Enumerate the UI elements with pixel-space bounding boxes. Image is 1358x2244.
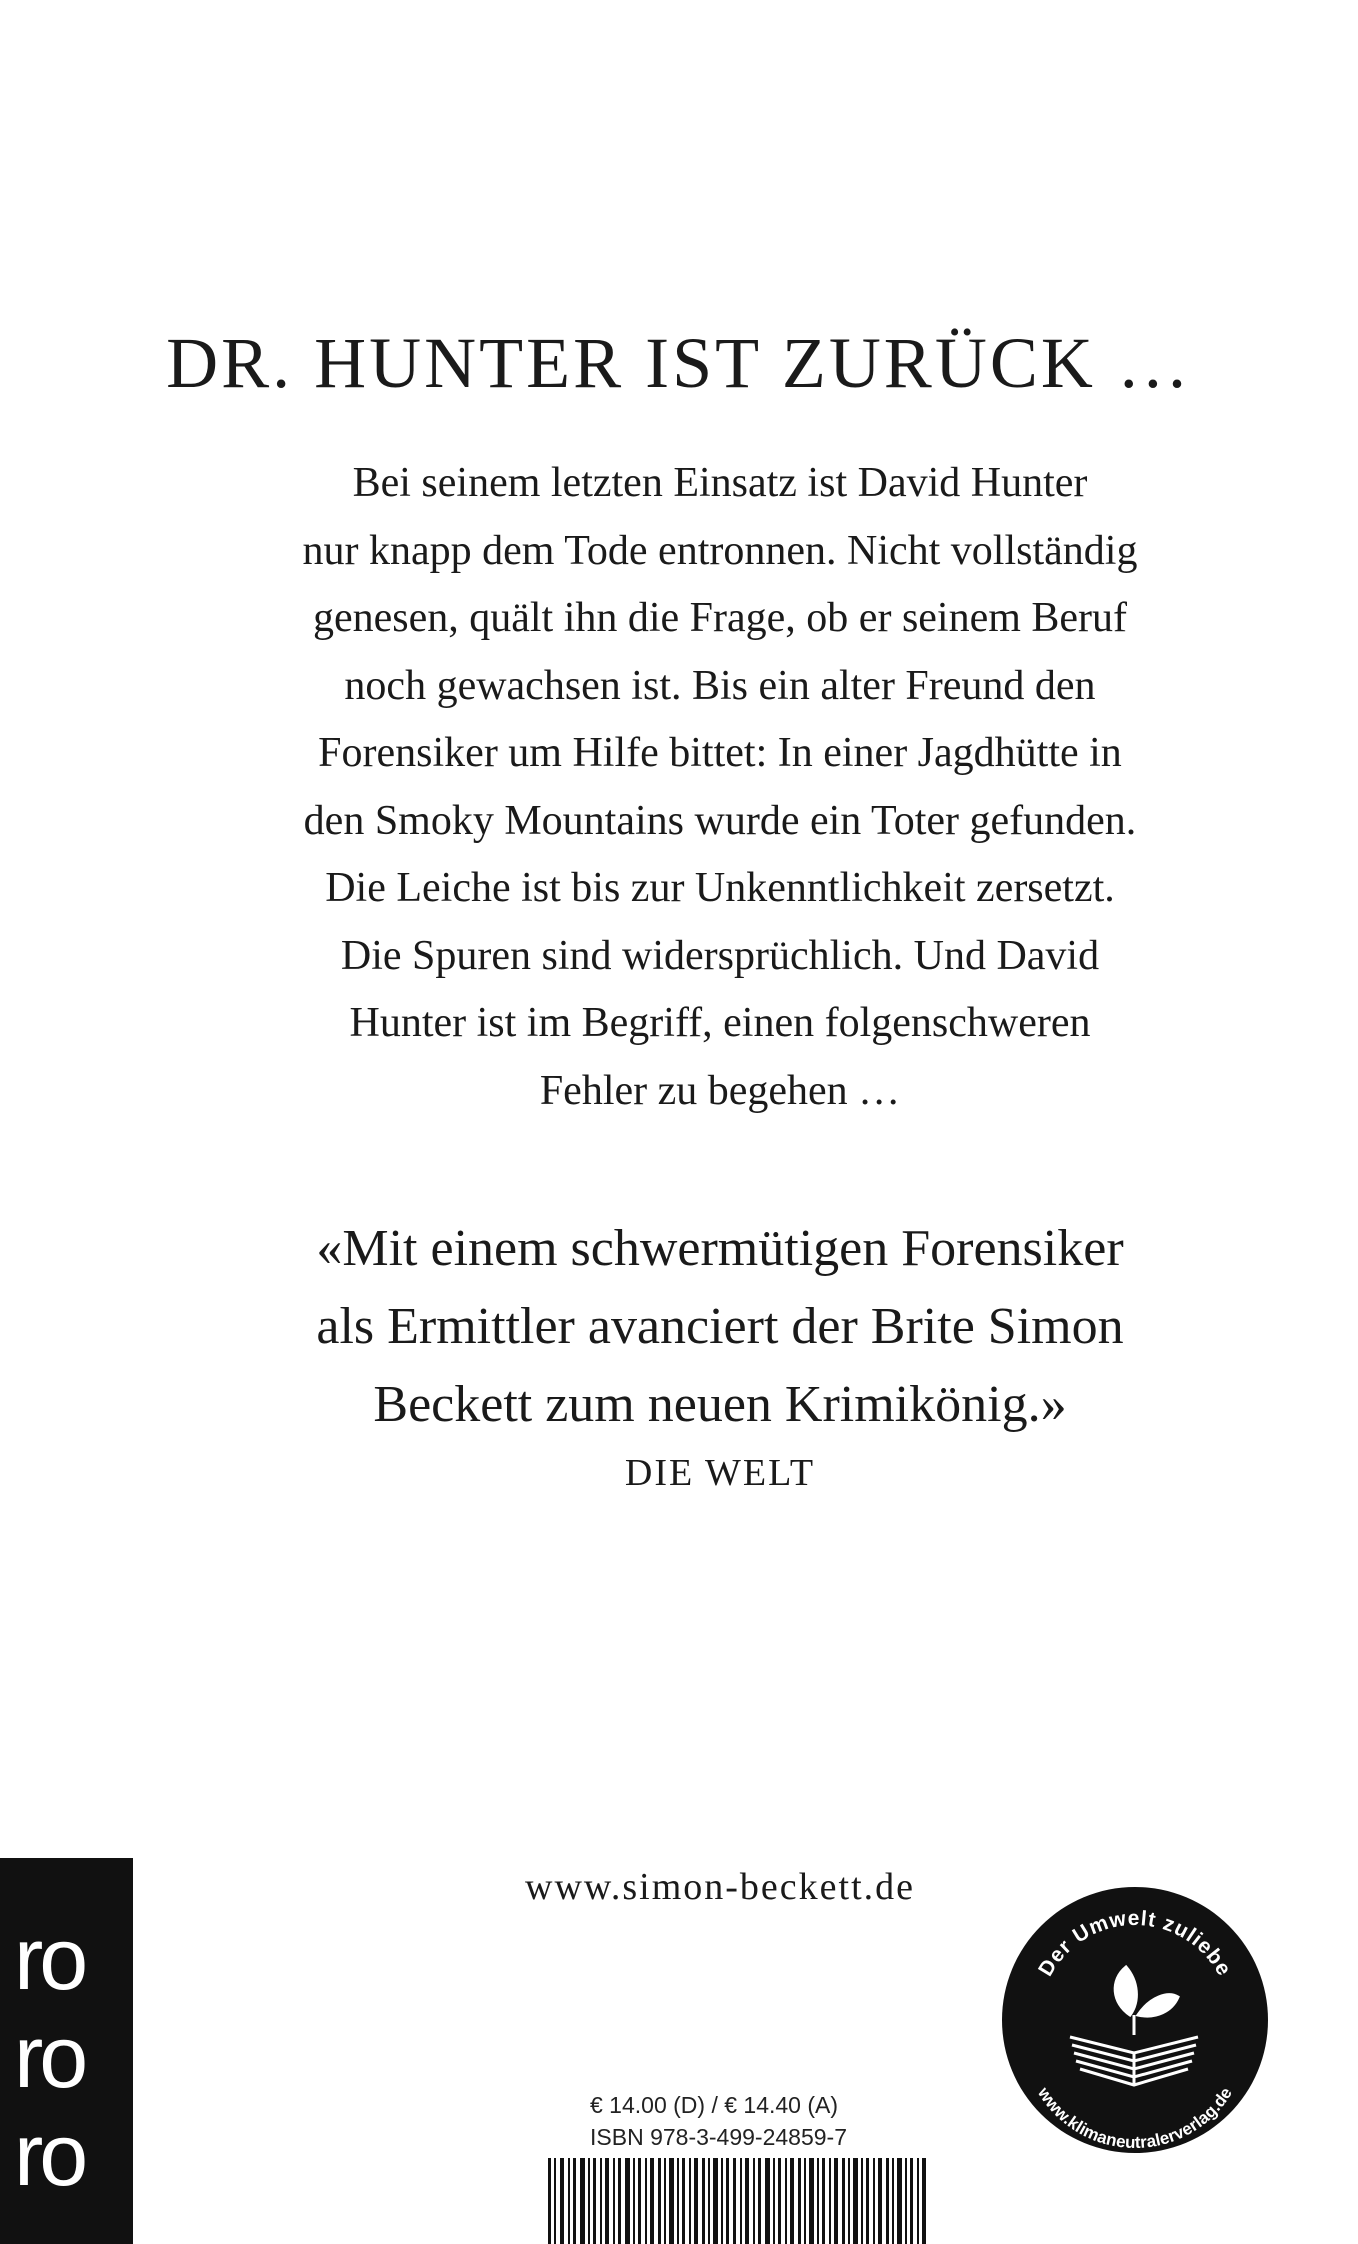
barcode <box>548 2158 928 2244</box>
quote-source: DIE WELT <box>624 1452 816 1494</box>
price: € 14.00 (D) / € 14.40 (A) <box>590 2092 839 2118</box>
isbn: ISBN 978-3-499-24859-7 <box>590 2124 847 2150</box>
blurb <box>150 450 1290 1125</box>
climate-neutral-seal <box>1000 1885 1270 2155</box>
publisher-logo-text: ro <box>14 1909 85 2008</box>
blurb-line: Die Spuren sind widersprüchlich. Und David <box>340 932 1100 979</box>
quote-line: «Mit einem schwermütigen Forensiker <box>316 1220 1124 1277</box>
blurb-line: noch gewachsen ist. Bis ein alter Freund den <box>344 662 1096 709</box>
blurb-line: Fehler zu begehen … <box>539 1067 901 1114</box>
blurb-line: genesen, quält ihn die Frage, ob er seinem Beruf <box>312 595 1128 641</box>
seal-top-text: Der Umwelt zuliebe <box>1034 1906 1236 1981</box>
blurb-line: Bei seinem letzten Einsatz ist David Hunter <box>352 460 1088 506</box>
press-quote <box>150 1210 1290 1444</box>
blurb-line: Hunter ist im Begriff, einen folgenschweren <box>349 1000 1091 1046</box>
blurb-line: den Smoky Mountains wurde ein Toter gefunden. <box>303 797 1137 844</box>
publisher-logo-text: ro <box>14 2105 85 2204</box>
headline: DR. HUNTER IST ZURÜCK … <box>166 323 1192 403</box>
quote-line: Beckett zum neuen Krimikönig.» <box>373 1376 1067 1433</box>
website-url: www.simon-beckett.de <box>525 1866 915 1908</box>
blurb-line: Forensiker um Hilfe bittet: In einer Jagdhütte in <box>318 730 1122 776</box>
publisher-logo <box>0 1858 133 2244</box>
quote-line: als Ermittler avanciert der Brite Simon <box>316 1298 1124 1355</box>
publisher-logo-text: ro <box>14 2007 85 2106</box>
seal-bottom-text: www.klimaneutralerverlag.de <box>1034 2083 1236 2153</box>
blurb-line: Die Leiche ist bis zur Unkenntlichkeit zersetzt. <box>325 865 1115 911</box>
blurb-line: nur knapp dem Tode entronnen. Nicht vollständig <box>302 527 1138 574</box>
